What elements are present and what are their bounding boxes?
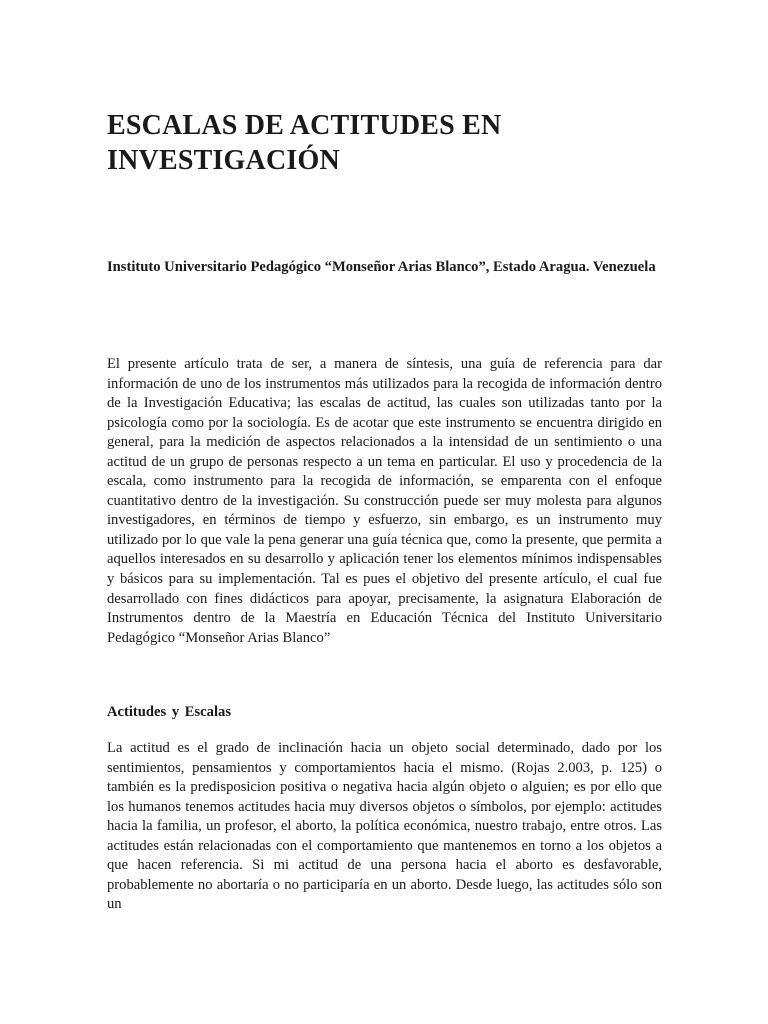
section-paragraph: La actitud es el grado de inclinación hacia un objeto social determinado, dado por los sentimientos, pensamientos y comportamientos hacia el mismo. (Rojas 2.003, p. 125) o también es la predisposicion positiva o negativa hacia algún objeto o alguien; es por ello que los humanos tenemos actitudes hacia muy diversos objetos o símbolos, por ejemplo: actitudes hacia la familia, un profesor, el aborto, la política económica, nuestro trabajo, entre otros. Las actitudes están relacionadas con el comportamiento que mantenemos en torno a los objetos a que hacen referencia. Si mi actitud de una persona hacia el aborto es desfavorable, probablemente no abortaría o no participaría en un aborto. Desde luego, las actitudes sólo son un: [107, 740, 662, 913]
abstract-paragraph: El presente artículo trata de ser, a manera de síntesis, una guía de referencia para dar información de uno de los instrumentos más utilizados para la recogida de información dentro de la Investigación Educativa; las escalas de actitud, las cuales son utilizadas tanto por la psicología como por la sociología. Es de acotar que este instrumento se encuentra dirigido en general, para la medición de aspectos relacionados a la intensidad de un sentimiento o una actitud de un grupo de personas respecto a un tema en particular. El uso y procedencia de la escala, como instrumento para la recogida de información, se emparenta con el enfoque cuantitativo dentro de la investigación. Su construcción puede ser muy molesta para algunos investigadores, en términos de tiempo y esfuerzo, sin embargo, es un instrumento muy utilizado por lo que vale la pena generar una guía técnica que, como la presente, que permita a aquellos interesados en su desarrollo y aplicación tener los elementos mínimos indispensables y básicos para su implementación. Tal es pues el objetivo del presente artículo, el cual fue desarrollado con fines didácticos para apoyar, precisamente, la asignatura Elaboración de Instrumentos dentro de la Maestría en Educación Técnica del Instituto Universitario Pedagógico “Monseñor Arias Blanco”: [107, 356, 662, 646]
section-heading: Actitudes y Escalas: [107, 704, 231, 720]
author-affiliation: Instituto Universitario Pedagógico “Monseñor Arias Blanco”, Estado Aragua. Venezuela: [107, 259, 656, 275]
document-title: ESCALAS DE ACTITUDES EN INVESTIGACIÓN: [107, 110, 502, 176]
